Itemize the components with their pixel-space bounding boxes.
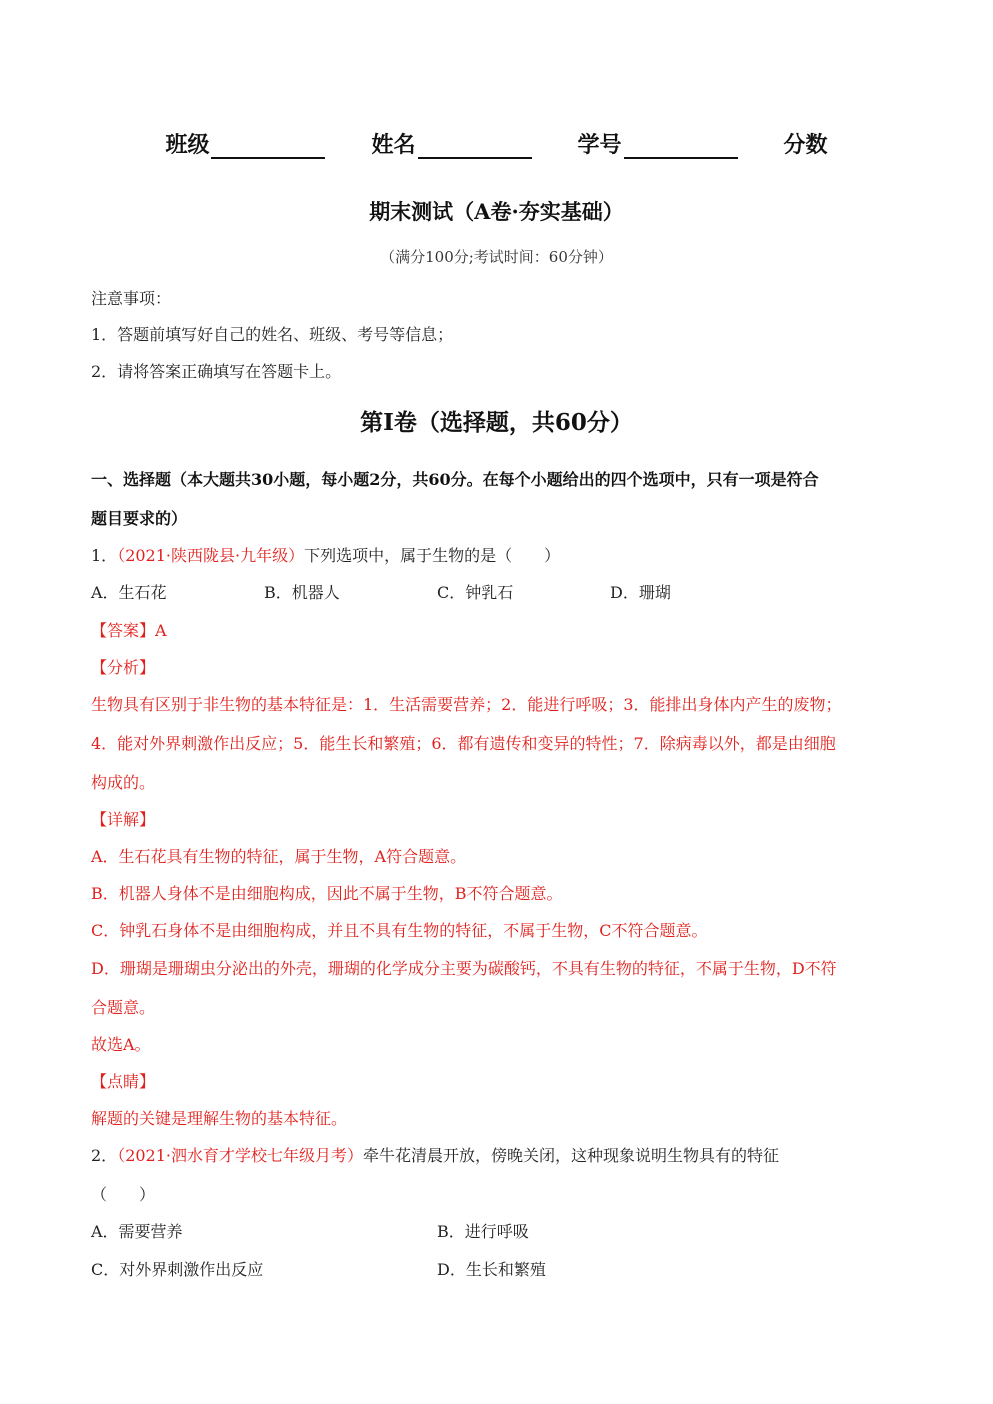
question-1-tip: 解题的关键是理解生物的基本特征。	[91, 1109, 348, 1128]
question-2-option-d[interactable]: D．生长和繁殖	[437, 1260, 546, 1279]
name-blank[interactable]	[418, 133, 532, 159]
name-field[interactable]	[371, 128, 531, 159]
question-1-option-c[interactable]: C．钟乳石	[437, 583, 514, 602]
section-title: 第Ⅰ卷（选择题，共60分）	[360, 409, 633, 436]
question-1-analysis-line-1: 生物具有区别于非生物的基本特征是：1．生活需要营养；2．能进行呼吸；3．能排出身体内产生的废物；	[91, 695, 842, 714]
question-1-stem	[91, 543, 560, 566]
question-1-detail-a: A．生石花具有生物的特征，属于生物，A符合题意。	[91, 847, 467, 866]
question-1-number: 1．	[91, 546, 118, 565]
instructions-line-1: 一、选择题（本大题共30小题，每小题2分，共60分。在每个小题给出的四个选项中，只有一项是符合	[91, 470, 819, 489]
exam-title: 期末测试（A卷·夯实基础）	[369, 199, 624, 224]
question-2-stem	[91, 1143, 779, 1166]
id-field[interactable]	[578, 128, 738, 159]
question-1-detail-d-line-2: 合题意。	[91, 998, 156, 1017]
notes-heading: 注意事项：	[91, 289, 172, 308]
question-1-option-d[interactable]: D．珊瑚	[610, 583, 671, 602]
question-2-source: （2021·泗水育才学校七年级月考）	[117, 1146, 363, 1165]
question-2-options-row-2	[91, 1257, 783, 1280]
question-2-paren: （ ）	[91, 1185, 156, 1204]
note-item-1: 1．答题前填写好自己的姓名、班级、考号等信息；	[91, 325, 454, 344]
class-blank[interactable]	[211, 133, 325, 159]
question-1-text: 下列选项中，属于生物的是（ ）	[304, 546, 561, 565]
class-field[interactable]	[165, 128, 325, 159]
question-1-analysis-line-3: 构成的。	[91, 773, 156, 792]
question-2-option-b[interactable]: B．进行呼吸	[437, 1222, 529, 1241]
name-label: 姓名	[371, 132, 416, 158]
score-field	[784, 128, 828, 159]
id-blank[interactable]	[624, 133, 738, 159]
note-item-2: 2．请将答案正确填写在答题卡上。	[91, 362, 342, 381]
instructions-line-2: 题目要求的）	[91, 509, 188, 528]
question-2-number: 2．	[91, 1146, 118, 1165]
question-1-option-b[interactable]: B．机器人	[264, 583, 340, 602]
question-2-text: 牵牛花清晨开放，傍晚关闭，这种现象说明生物具有的特征	[363, 1146, 780, 1165]
class-label: 班级	[165, 132, 210, 158]
id-label: 学号	[577, 132, 622, 158]
question-1-analysis-label: 【分析】	[91, 658, 156, 677]
question-1-detail-b: B．机器人身体不是由细胞构成，因此不属于生物，B不符合题意。	[91, 884, 563, 903]
exam-subtitle: （满分100分;考试时间：60分钟）	[380, 248, 613, 266]
question-2-option-c[interactable]: C．对外界刺激作出反应	[91, 1260, 264, 1279]
question-1-tip-label: 【点睛】	[91, 1072, 156, 1091]
student-info-fields	[0, 128, 993, 159]
question-1-conclusion: 故选A。	[91, 1035, 151, 1054]
question-2-option-a[interactable]: A．需要营养	[91, 1222, 183, 1241]
question-2-options-row-1	[91, 1219, 783, 1242]
question-1-detail-label: 【详解】	[91, 810, 156, 829]
question-1-option-a[interactable]: A．生石花	[91, 583, 167, 602]
question-1-answer: 【答案】A	[91, 621, 167, 640]
question-1-detail-d-line-1: D．珊瑚是珊瑚虫分泌出的外壳，珊瑚的化学成分主要为碳酸钙，不具有生物的特征，不属于生物，D不符	[91, 959, 837, 978]
question-1-source: （2021·陕西陇县·九年级）	[117, 546, 305, 565]
question-1-analysis-line-2: 4．能对外界刺激作出反应；5．能生长和繁殖；6．都有遗传和变异的特性；7．除病毒以外，都是由细胞	[91, 734, 836, 753]
score-label: 分数	[783, 132, 828, 158]
question-1-detail-c: C．钟乳石身体不是由细胞构成，并且不具有生物的特征，不属于生物，C不符合题意。	[91, 921, 708, 940]
question-1-options	[91, 580, 783, 603]
